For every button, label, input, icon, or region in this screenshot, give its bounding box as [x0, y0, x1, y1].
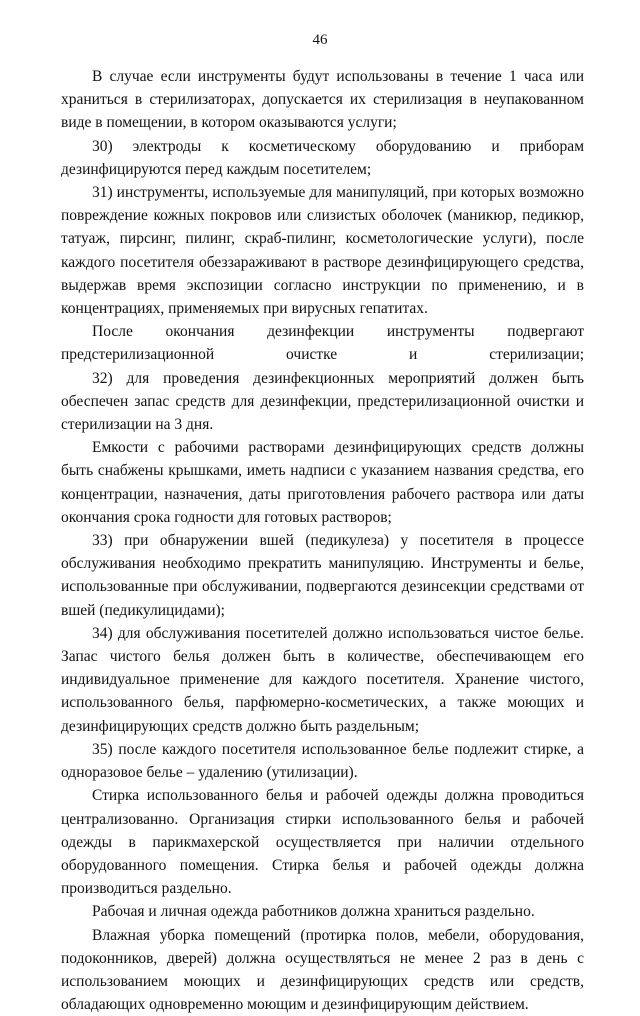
paragraph-item-34: 34) для обслуживания посетителей должно использоваться чистое белье. Запас чистого белья должен быть в количестве, обеспечивающем его индивидуальное применение для каждого посетителя. Хранение чистого, использованного белья, парфюмерно-косметических, а также моющих и дезинфицирующих средств должно быть раздельным; [61, 624, 584, 735]
paragraph-work-clothes: Рабочая и личная одежда работников должна храниться раздельно. [92, 903, 535, 921]
paragraph-after-disinfection: После окончания дезинфекции инструменты подвергают предстерилизационной очистке и стерилизации; [61, 323, 584, 364]
paragraph-containers: Емкости с рабочими растворами дезинфицирующих средств должны быть снабжены крышками, иметь надписи с указанием названия средства, его концентрации, назначения, даты приготовления рабочего раствора или даты окончания срока годности для готовых растворов; [61, 439, 584, 526]
paragraph-laundry: Стирка использованного белья и рабочей одежды должна проводиться централизованно. Организация стирки использованного белья и рабочей одежды в парикмахерской осуществляется при наличии отдельного оборудованного помещения. Стирка белья и рабочей одежды должна производиться раздельно. [61, 787, 584, 898]
page-number: 46 [312, 32, 328, 48]
paragraph-item-31: 31) инструменты, используемые для манипуляций, при которых возможно повреждение кожных покровов или слизистых оболочек (маникюр, педикюр, татуаж, пирсинг, пилинг, скраб-пилинг, косметологические услуги), после каждого посетителя обеззараживают в растворе дезинфицирующего средства, выдержав время экспозиции согласно инструкции по применению, и в концентрациях, применяемых при вирусных гепатитах. [61, 184, 584, 318]
document-body [61, 65, 584, 1016]
paragraph-wet-cleaning: Влажная уборка помещений (протирка полов, мебели, оборудования, подоконников, дверей) должна осуществляться не менее 2 раз в день с использованием моющих и дезинфицирующих средств или средств, обладающих одновременно моющим и дезинфицирующим действием. [61, 926, 584, 1014]
paragraph-sterilization-storage: В случае если инструменты будут использованы в течение 1 часа или храниться в стерилизаторах, допускается их стерилизация в неупакованном виде в помещении, в котором оказываются услуги; [61, 68, 584, 132]
paragraph-item-30: 30) электроды к косметическому оборудованию и приборам дезинфицируются перед каждым посетителем; [61, 137, 584, 178]
paragraph-item-35: 35) после каждого посетителя использованное белье подлежит стирке, а одноразовое белье – удалению (утилизации). [61, 740, 584, 782]
paragraph-item-33: 33) при обнаружении вшей (педикулеза) у посетителя в процессе обслуживания необходимо прекратить манипуляцию. Инструменты и белье, использованные при обслуживании, подвергаются дезинсекции средствами от вшей (педикулицидами); [61, 532, 584, 619]
paragraph-item-32: 32) для проведения дезинфекционных мероприятий должен быть обеспечен запас средств для дезинфекции, предстерилизационной очистки и стерилизации на 3 дня. [61, 369, 584, 434]
